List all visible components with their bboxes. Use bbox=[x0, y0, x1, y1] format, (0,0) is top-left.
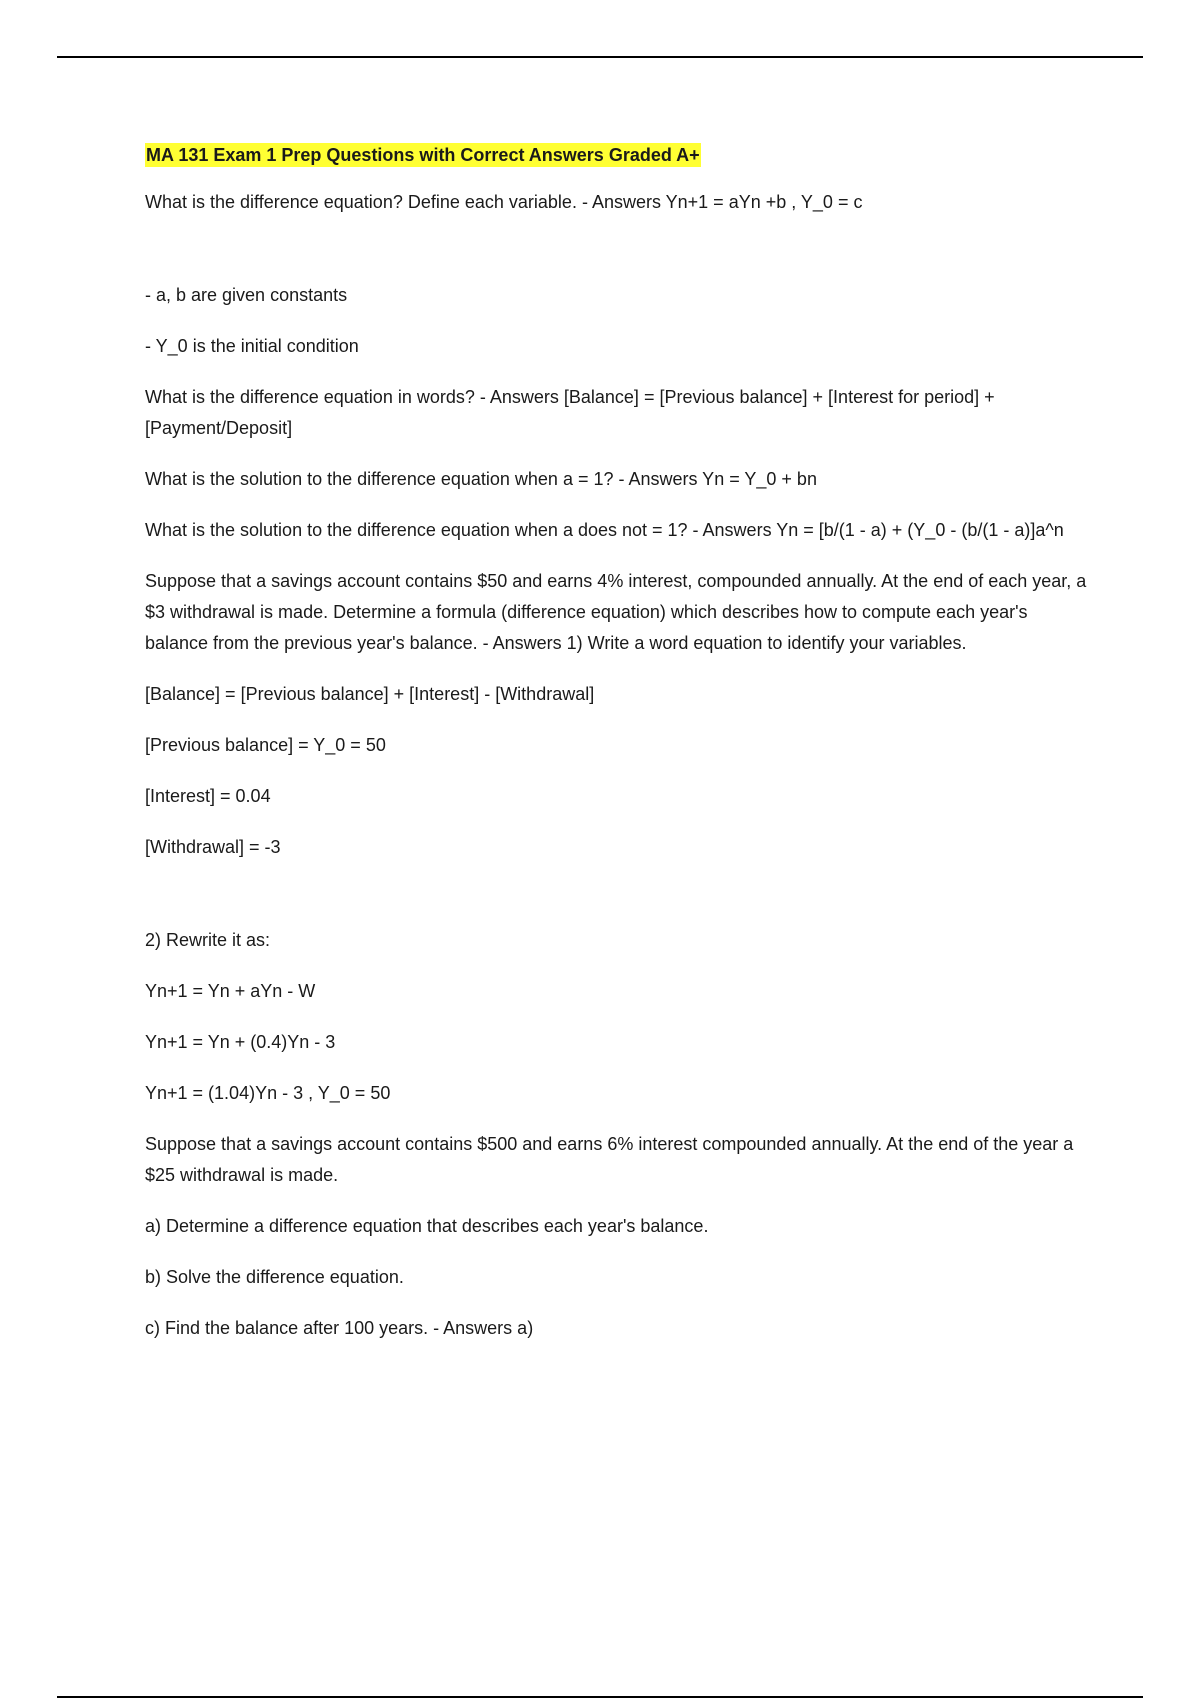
paragraph-word-equation: [Balance] = [Previous balance] + [Interest] - [Withdrawal] bbox=[145, 684, 595, 704]
paragraph-part-a: a) Determine a difference equation that describes each year's balance. bbox=[145, 1216, 709, 1236]
paragraph-words-equation: What is the difference equation in words? - Answers [Balance] = [Previous balance] + [Interest for period] + [Payment/Deposit] bbox=[145, 387, 995, 438]
document-title: MA 131 Exam 1 Prep Questions with Correct Answers Graded A+ bbox=[146, 145, 700, 165]
paragraph-solution-a-equals-1: What is the solution to the difference equation when a = 1? - Answers Yn = Y_0 + bn bbox=[145, 469, 817, 489]
paragraph-constants: - a, b are given constants bbox=[145, 285, 348, 305]
paragraph-equation-general: Yn+1 = Yn + aYn - W bbox=[145, 981, 316, 1001]
paragraph-equation-final: Yn+1 = (1.04)Yn - 3 , Y_0 = 50 bbox=[145, 1083, 391, 1103]
paragraph-rewrite: 2) Rewrite it as: bbox=[145, 930, 271, 950]
paragraph-solution-a-not-1: What is the solution to the difference equation when a does not = 1? - Answers Yn = [b/(1 - a) + (Y_0 - (b/(1 - a)]a^n bbox=[145, 520, 1064, 540]
paragraph-initial-condition: - Y_0 is the initial condition bbox=[145, 336, 359, 356]
paragraph-previous-balance: [Previous balance] = Y_0 = 50 bbox=[145, 735, 386, 755]
paragraph-difference-equation: What is the difference equation? Define each variable. - Answers Yn+1 = aYn +b , Y_0 = c bbox=[145, 192, 863, 212]
paragraph-part-b: b) Solve the difference equation. bbox=[145, 1267, 404, 1287]
paragraph-part-c: c) Find the balance after 100 years. - Answers a) bbox=[145, 1318, 534, 1338]
paragraph-withdrawal: [Withdrawal] = -3 bbox=[145, 837, 281, 857]
document-body bbox=[145, 143, 1095, 1344]
paragraph-savings-problem-1: Suppose that a savings account contains $50 and earns 4% interest, compounded annually. At the end of each year, a $3 withdrawal is made. Determine a formula (difference equation) which describes how to compute each year's balance from the previous year's balance. - Answers 1) Write a word equation to identify your variables. bbox=[145, 571, 1087, 653]
paragraph-savings-problem-2: Suppose that a savings account contains $500 and earns 6% interest compounded annually. At the end of the year a $25 withdrawal is made. bbox=[145, 1134, 1074, 1185]
header-rule bbox=[57, 56, 1143, 58]
paragraph-interest: [Interest] = 0.04 bbox=[145, 786, 271, 806]
footer-rule bbox=[57, 1696, 1143, 1698]
paragraph-equation-substituted: Yn+1 = Yn + (0.4)Yn - 3 bbox=[145, 1032, 336, 1052]
